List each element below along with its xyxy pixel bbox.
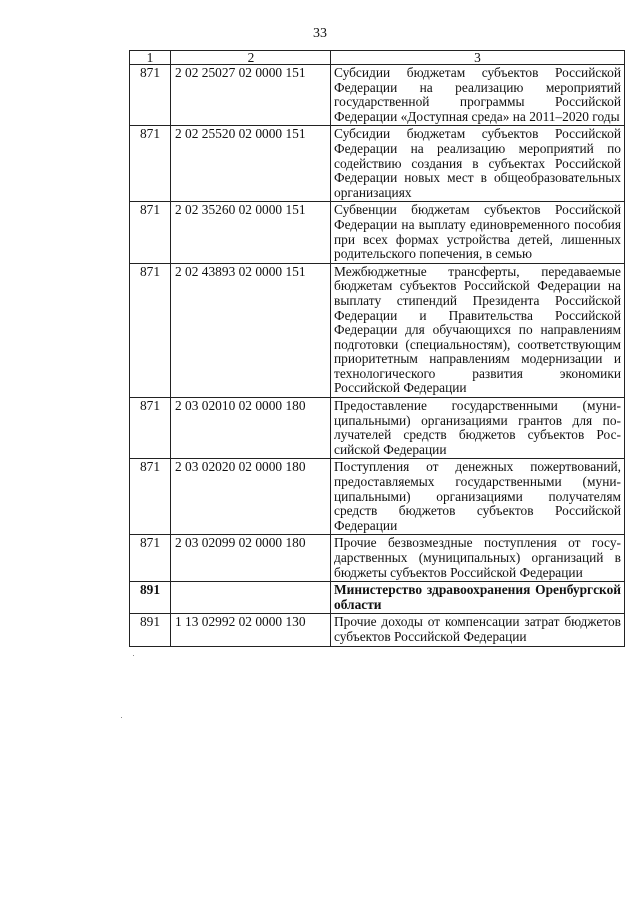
table-header-row: [130, 51, 625, 65]
admin-code-cell: 871: [130, 65, 171, 126]
income-name-cell: Министерство здравоохранения Оренбургской области: [331, 582, 625, 614]
admin-code-cell: 871: [130, 202, 171, 263]
table-row: [130, 65, 625, 126]
budget-code-cell: 1 13 02992 02 0000 130: [171, 614, 331, 646]
table-row: [130, 614, 625, 646]
income-name-cell: Субсидии бюджетам субъектов Российской Федерации на реализацию мероприятий государственной программы Российской Федерации «Доступная среда» на 2011–2020 годы: [331, 65, 625, 126]
income-name-cell: Субсидии бюджетам субъектов Российской Федерации на реализацию мероприятий по содействию создания в субъектах Российской Федерации новых мест в общеобразовательных организациях: [331, 126, 625, 202]
budget-code-cell: 2 03 02099 02 0000 180: [171, 535, 331, 582]
admin-code-cell: 871: [130, 459, 171, 535]
table-row: [130, 126, 625, 202]
budget-code-cell: [171, 582, 331, 614]
income-name-cell: Субвенции бюджетам субъектов Российской Федерации на выплату единовременного пособия при всех формах устройства детей, лишенных родительского попечения, в семью: [331, 202, 625, 263]
admin-code-cell: 871: [130, 126, 171, 202]
budget-code-cell: 2 02 43893 02 0000 151: [171, 263, 331, 397]
admin-code-cell: 891: [130, 614, 171, 646]
budget-code-cell: 2 03 02020 02 0000 180: [171, 459, 331, 535]
table-row: [130, 263, 625, 397]
budget-code-cell: 2 02 25520 02 0000 151: [171, 126, 331, 202]
income-name-cell: Поступления от денежных пожертвований, предоставляемых государственными (муниципальными) организациями получателям средств бюджетов субъектов Российской Федерации: [331, 459, 625, 535]
admin-code-cell: 871: [130, 263, 171, 397]
scan-dot: [121, 717, 122, 718]
page-number: 33: [313, 26, 327, 41]
budget-code-cell: 2 02 35260 02 0000 151: [171, 202, 331, 263]
income-name-cell: Прочие доходы от компенсации затрат бюджетов субъектов Российской Федерации: [331, 614, 625, 646]
budget-code-cell: 2 03 02010 02 0000 180: [171, 398, 331, 459]
budget-classification-table: [129, 50, 625, 647]
column-header-3: 3: [331, 51, 625, 65]
column-header-2: 2: [171, 51, 331, 65]
budget-code-cell: 2 02 25027 02 0000 151: [171, 65, 331, 126]
income-name-cell: Прочие безвозмездные поступления от государственных (муниципальных) организаций в бюджеты субъектов Российской Федерации: [331, 535, 625, 582]
admin-code-cell: 871: [130, 535, 171, 582]
table-row: [130, 202, 625, 263]
income-name-cell: Предоставление государственными (муниципальными) организациями грантов для получателей средств бюджетов субъектов Российской Федерации: [331, 398, 625, 459]
table-row: [130, 535, 625, 582]
column-header-1: 1: [130, 51, 171, 65]
table-row-section-header: [130, 582, 625, 614]
income-name-cell: Межбюджетные трансферты, передаваемые бюджетам субъектов Российской Федерации на выплату стипендий Президента Российской Федерации и Правительства Российской Федерации для обучающихся по направлениям подготовки (специальностям), соответствующим приоритетным направлениям модернизации и технологического развития экономики Российской Федерации: [331, 263, 625, 397]
table-row: [130, 398, 625, 459]
admin-code-cell: 871: [130, 398, 171, 459]
scan-dot: [133, 655, 134, 656]
admin-code-cell: 891: [130, 582, 171, 614]
table-row: [130, 459, 625, 535]
